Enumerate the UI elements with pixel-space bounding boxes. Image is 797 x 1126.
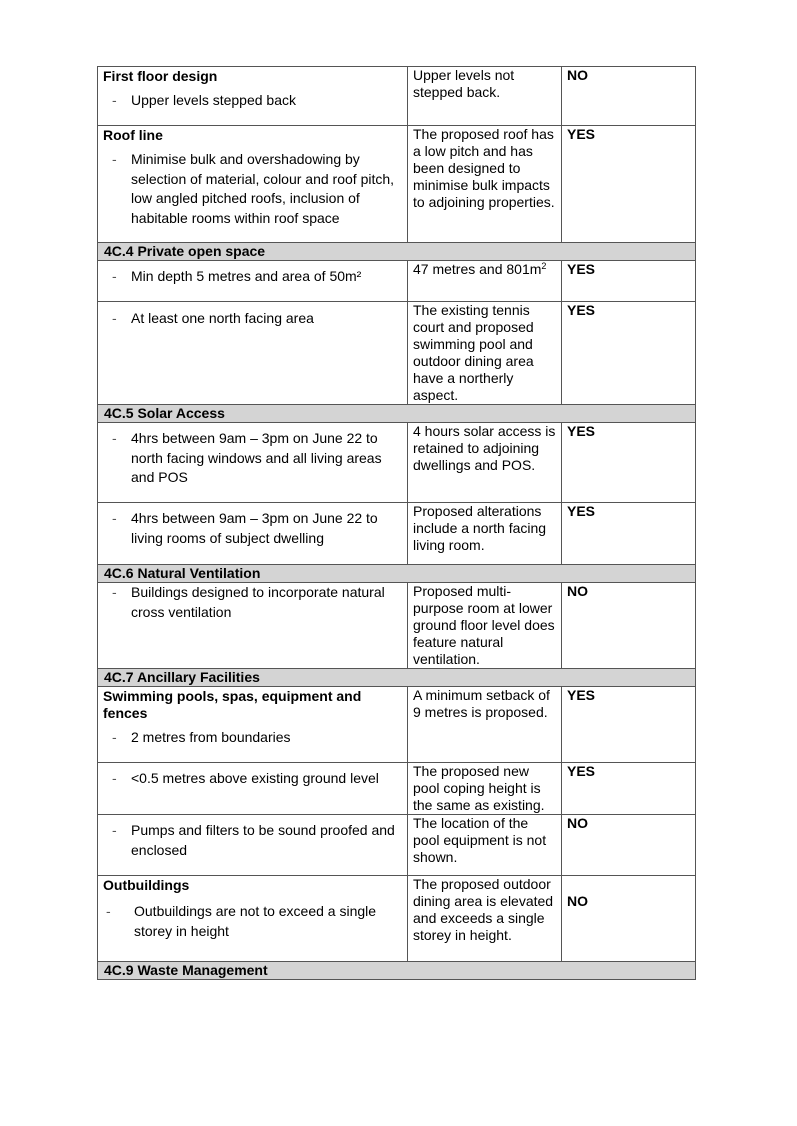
criterion-item: - 2 metres from boundaries bbox=[112, 729, 291, 745]
criterion-item: - Minimise bulk and overshadowing by selection of material, colour and roof pitch, low angled pitched roofs, inclusion of habitable rooms within roof space bbox=[112, 151, 395, 226]
status-cell: NO bbox=[562, 583, 696, 669]
proposal-cell: The existing tennis court and proposed swimming pool and outdoor dining area have a northerly aspect. bbox=[408, 302, 562, 405]
proposal-cell: The proposed new pool coping height is the same as existing. bbox=[408, 763, 562, 815]
status-cell: YES bbox=[562, 261, 696, 302]
proposal-cell: The location of the pool equipment is not shown. bbox=[408, 815, 562, 876]
criterion-item: - 4hrs between 9am – 3pm on June 22 to north facing windows and all living areas and POS bbox=[112, 430, 382, 485]
proposal-cell: Upper levels not stepped back. bbox=[408, 67, 562, 126]
criterion-item: - Outbuildings are not to exceed a single storey in height bbox=[106, 903, 377, 939]
status-cell: YES bbox=[562, 503, 696, 565]
criteria-cell bbox=[98, 302, 408, 405]
criteria-cell bbox=[98, 261, 408, 302]
proposal-cell: Proposed multi-purpose room at lower ground floor level does feature natural ventilation. bbox=[408, 583, 562, 669]
status-cell: YES bbox=[562, 763, 696, 815]
proposal-cell: The proposed roof has a low pitch and has been designed to minimise bulk impacts to adjoining properties. bbox=[408, 126, 562, 243]
row-heading: Outbuildings bbox=[103, 877, 190, 893]
status-cell: NO bbox=[562, 876, 696, 962]
table-row bbox=[98, 126, 696, 243]
section-header-row bbox=[98, 243, 696, 261]
table-row bbox=[98, 763, 696, 815]
status-cell: YES bbox=[562, 687, 696, 763]
criterion-item: - Upper levels stepped back bbox=[112, 92, 296, 108]
section-title: 4C.5 Solar Access bbox=[98, 405, 696, 423]
section-title: 4C.7 Ancillary Facilities bbox=[98, 669, 696, 687]
proposal-cell: The proposed outdoor dining area is elevated and exceeds a single storey in height. bbox=[408, 876, 562, 962]
criteria-cell bbox=[98, 815, 408, 876]
table-row bbox=[98, 815, 696, 876]
proposal-cell: 4 hours solar access is retained to adjoining dwellings and POS. bbox=[408, 423, 562, 503]
section-title: 4C.6 Natural Ventilation bbox=[98, 565, 696, 583]
status-cell: NO bbox=[562, 815, 696, 876]
section-header-row bbox=[98, 565, 696, 583]
table-row bbox=[98, 583, 696, 669]
table-row bbox=[98, 302, 696, 405]
row-heading: First floor design bbox=[103, 68, 218, 84]
criteria-cell bbox=[98, 126, 408, 243]
proposal-cell: Proposed alterations include a north facing living room. bbox=[408, 503, 562, 565]
table-row bbox=[98, 423, 696, 503]
criteria-cell bbox=[98, 503, 408, 565]
criteria-cell bbox=[98, 876, 408, 962]
table-row bbox=[98, 261, 696, 302]
status-cell: YES bbox=[562, 302, 696, 405]
proposal-cell: A minimum setback of 9 metres is proposed. bbox=[408, 687, 562, 763]
table-row bbox=[98, 687, 696, 763]
criteria-cell bbox=[98, 423, 408, 503]
criterion-item: - Buildings designed to incorporate natural cross ventilation bbox=[112, 584, 385, 620]
status-cell: YES bbox=[562, 423, 696, 503]
status-cell: NO bbox=[562, 67, 696, 126]
section-header-row bbox=[98, 405, 696, 423]
criteria-cell bbox=[98, 687, 408, 763]
status-cell: YES bbox=[562, 126, 696, 243]
section-title: 4C.9 Waste Management bbox=[98, 962, 696, 980]
row-heading: Swimming pools, spas, equipment and fences bbox=[103, 688, 362, 721]
compliance-table bbox=[97, 66, 696, 980]
criteria-cell bbox=[98, 67, 408, 126]
table-row bbox=[98, 67, 696, 126]
section-header-row bbox=[98, 962, 696, 980]
row-heading: Roof line bbox=[103, 127, 163, 143]
criterion-item: - 4hrs between 9am – 3pm on June 22 to living rooms of subject dwelling bbox=[112, 510, 378, 546]
proposal-cell: 47 metres and $801m^2$ bbox=[408, 261, 562, 302]
criterion-item: - Min depth 5 metres and area of 50m² bbox=[112, 268, 362, 284]
table-row bbox=[98, 503, 696, 565]
criteria-cell bbox=[98, 583, 408, 669]
section-header-row bbox=[98, 669, 696, 687]
criterion-item: - At least one north facing area bbox=[112, 310, 314, 326]
table-row bbox=[98, 876, 696, 962]
criterion-item: - Pumps and filters to be sound proofed and enclosed bbox=[112, 822, 395, 858]
criteria-cell bbox=[98, 763, 408, 815]
criterion-item: - <0.5 metres above existing ground level bbox=[112, 770, 379, 786]
section-title: 4C.4 Private open space bbox=[98, 243, 696, 261]
